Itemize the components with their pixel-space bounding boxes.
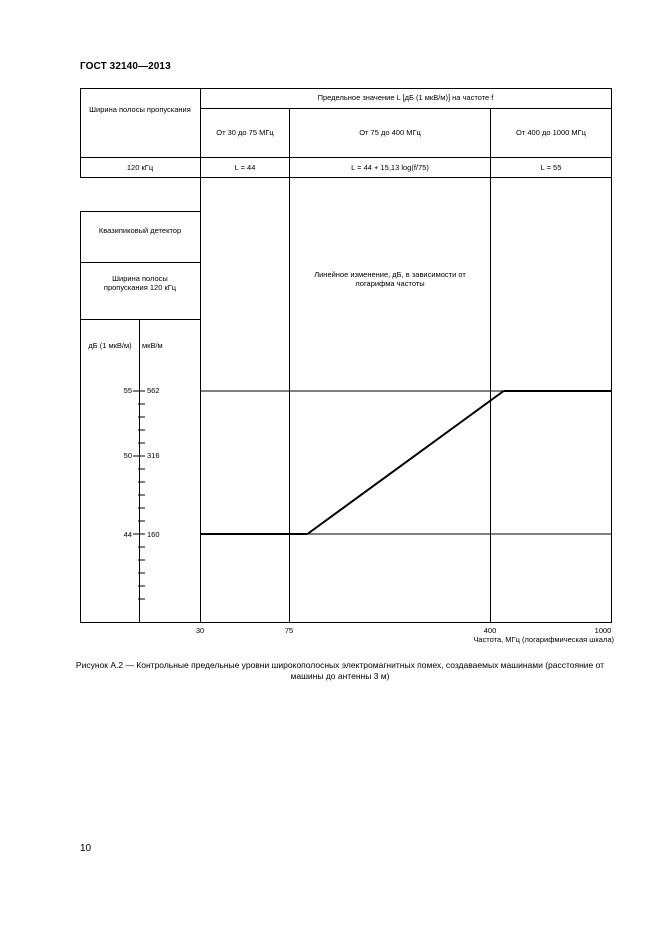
x-axis-label: Частота, МГц (логарифмическая шкала)	[473, 635, 614, 644]
x-tick-1000: 1000	[594, 626, 612, 635]
plot-lines	[200, 391, 611, 534]
limit-400-1000: L = 55	[540, 163, 562, 172]
limit-30-75: L = 44	[234, 163, 256, 172]
scale-uv-562: 562	[147, 386, 160, 395]
chart-note: Линейное изменение, дБ, в зависимости от логарифма частоты	[314, 270, 466, 288]
limit-75-400: L = 44 + 15,13 log(f/75)	[351, 163, 429, 172]
scale-ticks	[133, 391, 145, 599]
page-number: 10	[80, 843, 92, 854]
scale-db-50: 50	[123, 451, 132, 460]
panel-bandwidth-label: Ширина полосы пропускания 120 кГц	[103, 274, 177, 292]
scale-uv-316: 316	[147, 451, 160, 460]
range-75-400: От 75 до 400 МГц	[359, 128, 421, 137]
scale-uv-160: 160	[147, 530, 160, 539]
range-400-1000: От 400 до 1000 МГц	[516, 128, 586, 137]
x-tick-400: 400	[483, 626, 497, 635]
bandwidth-value: 120 кГц	[126, 163, 154, 172]
standard-number: ГОСТ 32140—2013	[80, 61, 171, 72]
range-30-75: От 30 до 75 МГц	[216, 128, 274, 137]
bandwidth-header: Ширина полосы пропускания	[89, 105, 191, 114]
x-tick-30: 30	[195, 626, 205, 635]
x-tick-75: 75	[284, 626, 294, 635]
scale-db-55: 55	[123, 386, 132, 395]
unit-db-label: дБ (1 мкВ/м)	[88, 341, 132, 350]
limit-value-header: Предельное значение L [дБ (1 мкВ/м)] на частоте f	[317, 93, 494, 102]
figure-caption: Рисунок А.2 — Контрольные предельные уровни широкополосных электромагнитных помех, создаваемых машинами (расстояние от машины до антенны 3 м)	[75, 660, 605, 681]
limit-segment-2	[307, 391, 503, 534]
scale-db-44: 44	[123, 530, 132, 539]
unit-uv-label: мкВ/м	[142, 341, 163, 350]
detector-label: Квазипиковый детектор	[98, 226, 182, 235]
